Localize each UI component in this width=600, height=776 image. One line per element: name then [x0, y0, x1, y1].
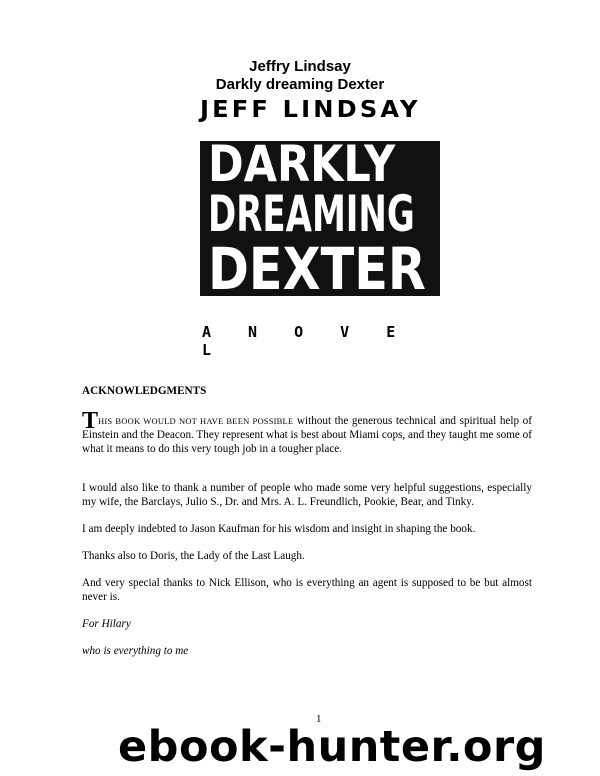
- cover-title-line-3: DEXTER: [208, 235, 426, 296]
- cover-title-line-1: DARKLY: [208, 141, 396, 193]
- book-cover: [200, 95, 440, 359]
- cover-title-line-2: DREAMING: [208, 185, 415, 243]
- cover-subtitle: A N O V E L: [202, 323, 397, 359]
- paragraph-text: Thanks also to Doris, the Lady of the Last Laugh.: [82, 550, 305, 562]
- document-title: Darkly dreaming Dexter: [215, 76, 385, 93]
- acknowledgments-paragraph-3: [82, 522, 532, 536]
- small-caps-lead: HIS BOOK WOULD NOT HAVE BEEN POSSIBLE: [98, 416, 294, 426]
- drop-cap: T: [82, 408, 99, 434]
- acknowledgments-paragraph-1: [82, 408, 532, 456]
- cover-title-block: [200, 141, 440, 296]
- acknowledgments-paragraph-5: [82, 576, 532, 604]
- document-author: Jeffry Lindsay: [249, 58, 351, 75]
- paragraph-text: I am deeply indebted to Jason Kaufman for his wisdom and insight in shaping the book.: [82, 523, 476, 535]
- page-number: 1: [316, 713, 322, 725]
- dedication-line-2: who is everything to me: [82, 645, 189, 657]
- paragraph-text: I would also like to thank a number of people who made some very helpful suggestions, especially my wife, the Barclays, Julio S., Dr. and Mrs. A. L. Freundlich, Pookie, Bear, and Tinky.: [82, 482, 532, 508]
- acknowledgments-paragraph-4: [82, 549, 532, 563]
- dedication-line-1: For Hilary: [82, 618, 131, 630]
- acknowledgments-heading: [82, 384, 532, 398]
- watermark: ebook-hunter.org: [118, 722, 546, 772]
- cover-author: JEFF LINDSAY: [200, 97, 421, 123]
- acknowledgments-paragraph-2: [82, 481, 532, 509]
- paragraph-text: And very special thanks to Nick Ellison, who is everything an agent is supposed to be but almost never is.: [82, 577, 532, 603]
- paragraph-text: without the generous technical and spiritual help of Einstein and the Deacon. They represent what is best about Miami cops, and they taught me some of what it means to do this very tough job in a tougher place.: [82, 415, 532, 455]
- section-heading: ACKNOWLEDGMENTS: [82, 385, 207, 397]
